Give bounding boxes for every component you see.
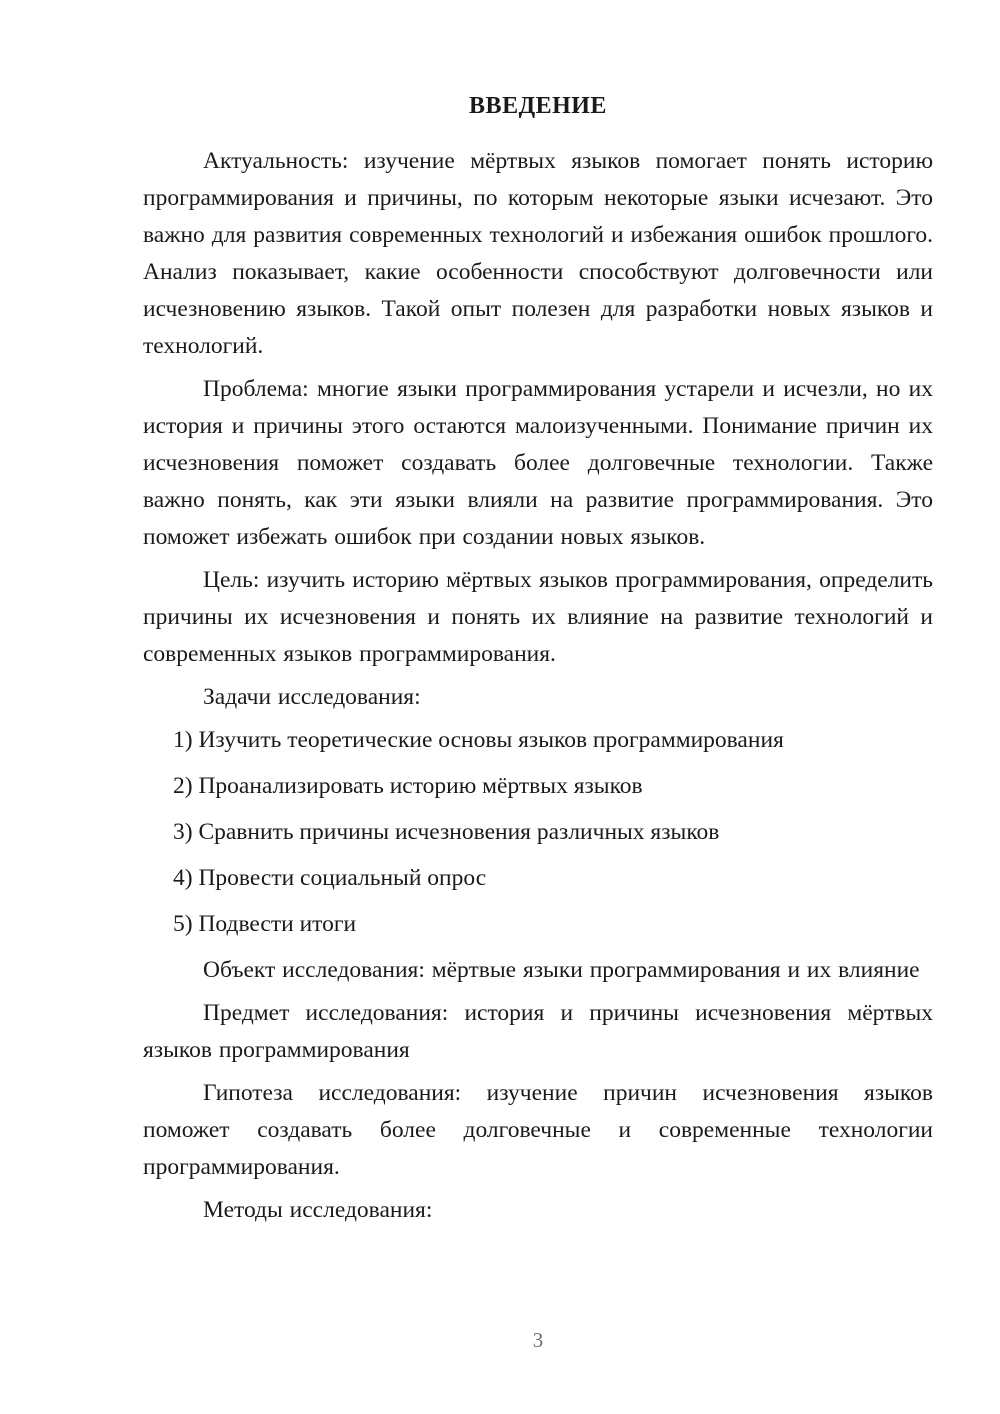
- methods-heading: Методы исследования:: [203, 1197, 433, 1223]
- task-item-4: 4) Провести социальный опрос: [173, 865, 487, 891]
- task-list: [143, 722, 933, 943]
- paragraph-object: Объект исследования: мёртвые языки программирования и их влияние: [203, 957, 920, 983]
- task-item-5: 5) Подвести итоги: [173, 911, 357, 937]
- page-number: 3: [532, 1328, 544, 1352]
- paragraph-subject: Предмет исследования: история и причины исчезновения мёртвых языков программирования: [143, 1000, 933, 1063]
- paragraph-hypothesis: Гипотеза исследования: изучение причин исчезновения языков поможет создавать более долговечные и современные технологии программирования.: [143, 1080, 933, 1180]
- document-content: [143, 88, 933, 1235]
- paragraph-goal: Цель: изучить историю мёртвых языков программирования, определить причины их исчезновения и понять их влияние на развитие технологий и современных языков программирования.: [143, 567, 933, 667]
- task-item-1: 1) Изучить теоретические основы языков программирования: [173, 727, 784, 753]
- paragraph-problem: Проблема: многие языки программирования устарели и исчезли, но их история и причины этого остаются малоизученными. Понимание причин их исчезновения поможет создавать более долговечные технологии. Также важно понять, как эти языки влияли на развитие программирования. Это поможет избежать ошибок при создании новых языков.: [143, 376, 933, 550]
- paragraph-actuality: Актуальность: изучение мёртвых языков помогает понять историю программирования и причины, по которым некоторые языки исчезают. Это важно для развития современных технологий и избежания ошибок прошлого. Анализ показывает, какие особенности способствуют долговечности или исчезновению языков. Такой опыт полезен для разработки новых языков и технологий.: [143, 148, 933, 359]
- task-item-2: 2) Проанализировать историю мёртвых языков: [173, 773, 643, 799]
- task-item-3: 3) Сравнить причины исчезновения различных языков: [173, 819, 720, 845]
- document-title: ВВЕДЕНИЕ: [469, 93, 607, 119]
- tasks-heading: Задачи исследования:: [203, 684, 421, 710]
